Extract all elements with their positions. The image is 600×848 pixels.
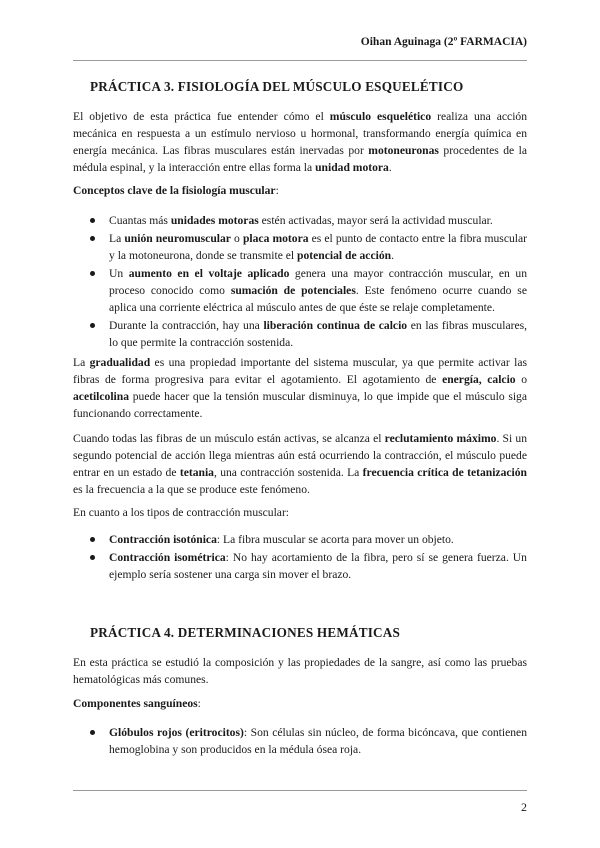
header-divider bbox=[73, 60, 527, 61]
footer-divider bbox=[73, 790, 527, 791]
components-list bbox=[73, 724, 527, 759]
list-item: Cuantas más unidades motoras estén activadas, mayor será la actividad muscular. bbox=[73, 212, 527, 229]
section-title-practica-3: PRÁCTICA 3. FISIOLOGÍA DEL MÚSCULO ESQUELÉTICO bbox=[90, 79, 464, 94]
list-item: La unión neuromuscular o placa motora es el punto de contacto entre la fibra muscular y la motoneurona, donde se transmite el potencial de acción. bbox=[73, 230, 527, 264]
list-item: Contracción isométrica: No hay acortamiento de la fibra, pero sí se genera fuerza. Un ejemplo sería sostener una carga sin mover el brazo. bbox=[73, 549, 527, 583]
section-title-practica-4: PRÁCTICA 4. DETERMINACIONES HEMÁTICAS bbox=[90, 625, 401, 640]
concepts-heading: Conceptos clave de la fisiología muscular: bbox=[73, 184, 279, 197]
list-item: Glóbulos rojos (eritrocitos): Son células sin núcleo, de forma bicóncava, que contienen hemoglobina y son producidos en la médula ósea roja. bbox=[73, 724, 527, 758]
concepts-list bbox=[73, 212, 527, 352]
p3-intro-paragraph: El objetivo de esta práctica fue entender cómo el músculo esquelético realiza una acción mecánica en respuesta a un estímulo nervioso u hormonal, transformando energía química en energía mecánica. Las fibras musculares están inervadas por motoneuronas procedentes de la médula espinal, y la interacción entre ellas forma la unidad motora. bbox=[73, 110, 528, 174]
contraction-types-intro: En cuanto a los tipos de contracción muscular: bbox=[73, 506, 290, 519]
gradualidad-paragraph: La gradualidad es una propiedad importante del sistema muscular, ya que permite activar las fibras de forma progresiva para evitar el agotamiento. El agotamiento de energía, calcio o acetilcolina puede hacer que la tensión muscular disminuya, lo que impide que el músculo siga funcionando correctamente. bbox=[73, 356, 527, 420]
list-item: Durante la contracción, hay una liberación continua de calcio en las fibras musculares, lo que permite la contracción sostenida. bbox=[73, 317, 527, 351]
page-header: Oihan Aguinaga (2º FARMACIA) bbox=[360, 36, 527, 48]
list-item: Contracción isotónica: La fibra muscular se acorta para mover un objeto. bbox=[73, 531, 527, 548]
p4-intro-paragraph: En esta práctica se estudió la composición y las propiedades de la sangre, así como las pruebas hematológicas más comunes. bbox=[73, 656, 527, 686]
contraction-types-list bbox=[73, 531, 527, 584]
components-heading: Componentes sanguíneos: bbox=[73, 697, 201, 710]
page-number: 2 bbox=[521, 800, 527, 814]
list-item: Un aumento en el voltaje aplicado genera una mayor contracción muscular, en un proceso conocido como sumación de potenciales. Este fenómeno ocurre cuando se aplica una corriente eléctrica al músculo antes de que éste se relaje completamente. bbox=[73, 265, 527, 316]
reclutamiento-paragraph: Cuando todas las fibras de un músculo están activas, se alcanza el reclutamiento máximo. Si un segundo potencial de acción llega mientras aún está ocurriendo la contracción, el músculo puede entrar en un estado de tetania, una contracción sostenida. La frecuencia crítica de tetanización es la frecuencia a la que se produce este fenómeno. bbox=[73, 432, 527, 496]
